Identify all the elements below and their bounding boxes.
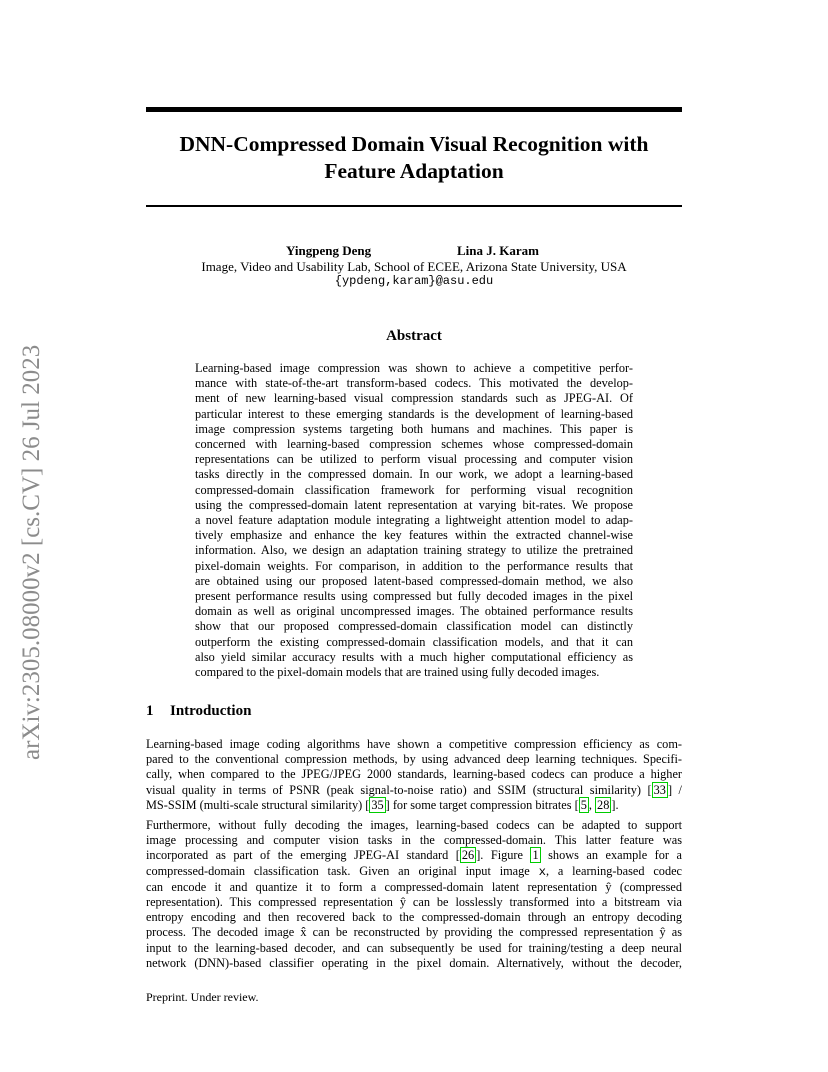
text-line: can encode it and quantize it to form a compressed-domain latent representation ŷ (compressed <box>146 879 682 894</box>
abstract-line: outperform the existing compressed-domain classification models, and that it can <box>195 634 633 649</box>
text-line: visual quality in terms of PSNR (peak signal-to-noise ratio) and SSIM (structural similarity) [ 33 ] / <box>146 782 682 797</box>
author-email: {ypdeng,karam}@asu.edu <box>334 274 494 288</box>
abstract-text <box>195 361 633 680</box>
text-line: MS-SSIM (multi-scale structural similarity) [ 35 ] for some target compression bitrates [ 5 , 28 ]. <box>146 797 619 812</box>
abstract-line: tively emphasize and enhance the key features within the extracted channel-wise <box>195 528 633 543</box>
text-line: input to the learning-based decoder, and can subsequently be used for training/testing a deep neural <box>146 940 682 955</box>
abstract-line: a novel feature adaptation module integrating a lightweight attention model to adap- <box>195 513 633 528</box>
title-line-1: DNN-Compressed Domain Visual Recognition with <box>179 132 649 156</box>
author-name: Lina J. Karam <box>457 243 539 258</box>
paper-title <box>146 131 682 185</box>
text-line: compressed-domain classification task. Given an original input image x, a learning-based codec <box>146 863 683 879</box>
arxiv-stamp: arXiv:2305.08000v2 [cs.CV] 26 Jul 2023 <box>18 344 45 760</box>
abstract-line: ment of new learning-based visual compression standards such as JPEG-AI. Of <box>195 391 633 406</box>
abstract-line: also yield similar accuracy results with a much higher computational efficiency as <box>195 649 633 664</box>
abstract-line: show that our proposed compressed-domain classification model can distinctly <box>195 619 633 634</box>
abstract-line: concerned with learning-based compression schemes whose compressed-domain <box>195 437 633 452</box>
title-top-rule <box>146 107 682 112</box>
text-line: network (DNN)-based classifier operating in the pixel domain. Alternatively, without the decoder, <box>146 955 682 970</box>
citation-link[interactable]: 33 <box>653 782 666 797</box>
abstract-line: particular interest to these emerging standards is the development of learning-based <box>195 406 633 421</box>
abstract-line: Learning-based image compression was shown to achieve a competitive perfor- <box>195 361 633 375</box>
text-line: representation). This compressed representation ŷ can be losslessly transformed into a bitstream via <box>146 895 682 910</box>
citation-link[interactable]: 26 <box>461 848 475 863</box>
abstract-line: tasks directly in the compressed domain. In our work, we adopt a learning-based <box>195 467 633 482</box>
footer-note: Preprint. Under review. <box>146 990 259 1004</box>
text-line: process. The decoded image x̂ can be reconstructed by providing the compressed representation ŷ as <box>146 925 682 940</box>
abstract-line: using the compressed-domain latent representation at varying bit-rates. We propose <box>195 497 633 512</box>
text-line: pared to the conventional compression methods, by using advanced deep learning techniques. Specifi- <box>146 752 682 767</box>
citation-link[interactable]: 35 <box>371 797 384 812</box>
text-line: entropy encoding and then recovered back to the compressed-domain through an entropy decoding <box>146 910 682 925</box>
title-bottom-rule <box>146 205 682 207</box>
text-line: incorporated as part of the emerging JPEG-AI standard [ 26 ]. Figure 1 shows an example for a <box>146 848 682 863</box>
author-name: Yingpeng Deng <box>286 243 372 258</box>
abstract-line: domain as well as original uncompressed images. The obtained performance results <box>195 604 633 619</box>
abstract-line: are obtained using our proposed latent-based compressed-domain method, we also <box>195 573 633 588</box>
citation-link[interactable]: 28 <box>597 797 610 812</box>
text-line: Learning-based image coding algorithms have shown a competitive compression efficiency as com- <box>146 737 682 751</box>
abstract-line: representations can be utilized to perform visual processing and computer vision <box>195 452 633 467</box>
citation-link[interactable]: 5 <box>580 797 587 812</box>
figure-link[interactable]: 1 <box>532 848 539 863</box>
abstract-line: compressed-domain classification framework for performing visual recognition <box>195 482 633 497</box>
section-number: 1 <box>146 703 154 719</box>
abstract-line: compared to the pixel-domain models that are trained using fully decoded images. <box>195 665 600 680</box>
section-heading <box>146 702 251 720</box>
intro-paragraph-2 <box>146 818 682 971</box>
abstract-line: mance with state-of-the-art transform-based codecs. This motivated the develop- <box>195 376 633 391</box>
text-line: Furthermore, without fully decoding the images, learning-based codecs can be adapted to support <box>146 818 682 832</box>
affiliation: Image, Video and Usability Lab, School of ECEE, Arizona State University, USA <box>201 259 627 274</box>
abstract-line: information. Also, we design an adaptation training strategy to utilize the pretrained <box>195 543 633 558</box>
abstract-line: image compression systems targeting both humans and machines. This paper is <box>195 421 633 436</box>
section-title: Introduction <box>170 703 252 719</box>
intro-paragraph-1 <box>146 737 682 813</box>
abstract-line: present performance results using compressed but fully decoded images in the pixel <box>195 589 633 604</box>
text-line: image processing and computer vision tasks in the compressed-domain. This latter feature was <box>146 833 682 848</box>
abstract-heading: Abstract <box>386 328 442 344</box>
text-line: cally, when compared to the JPEG/JPEG 2000 standards, learning-based codecs can produce a higher <box>146 767 682 782</box>
abstract-line: pixel-domain weights. For comparison, in addition to the performance results that <box>195 558 633 573</box>
title-line-2: Feature Adaptation <box>324 159 504 183</box>
